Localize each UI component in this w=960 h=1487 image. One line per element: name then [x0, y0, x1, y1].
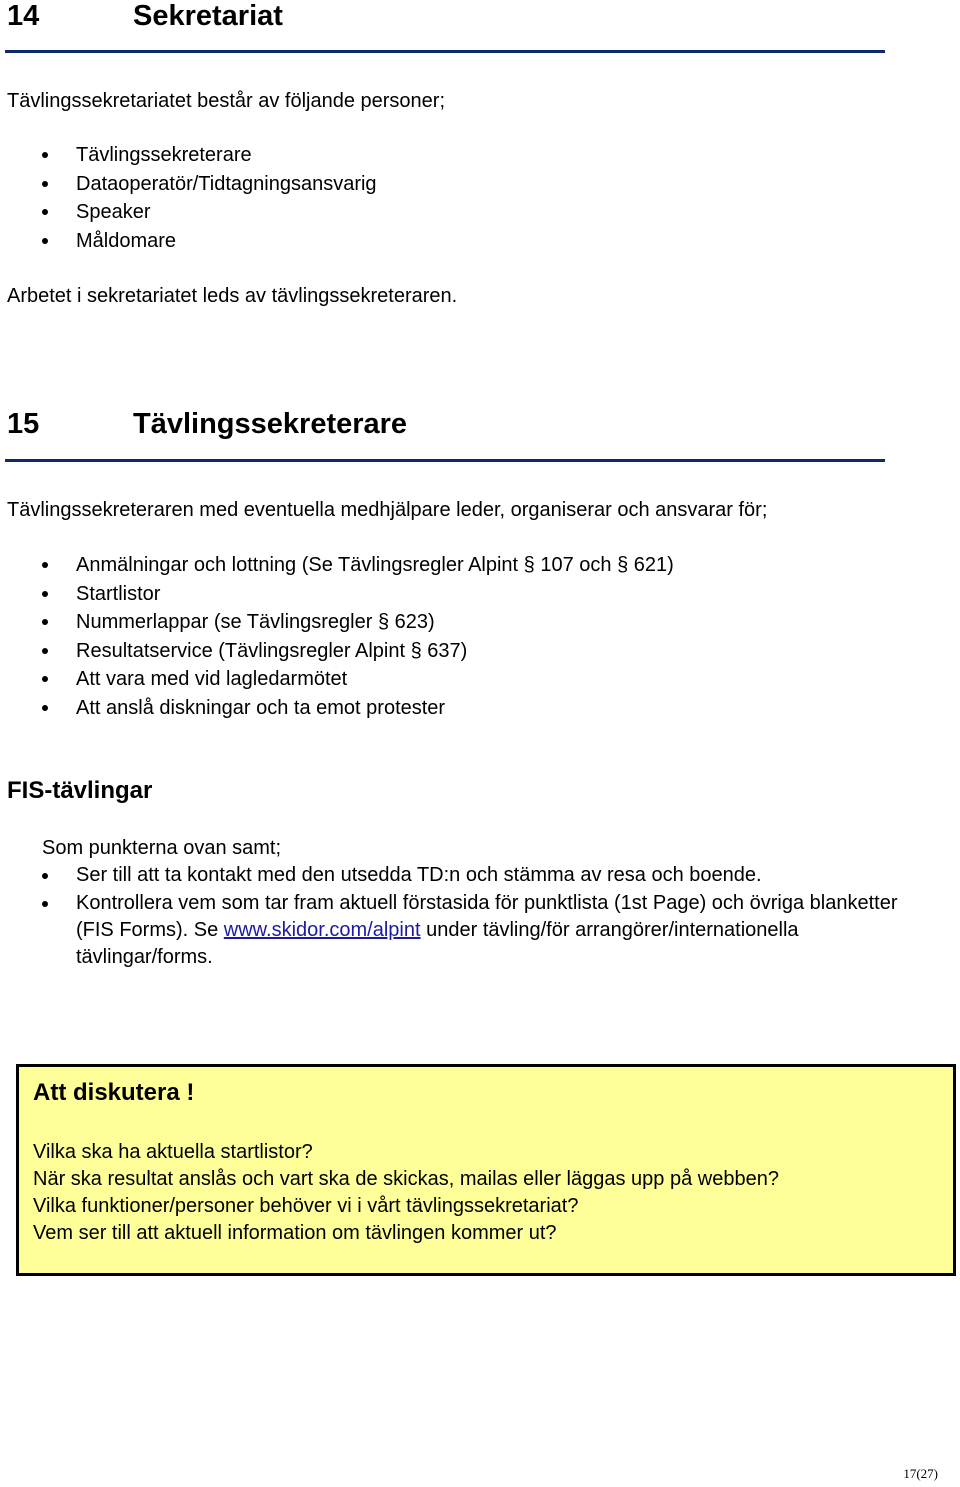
section-14-member-list: [0, 141, 377, 255]
list-item: [0, 637, 674, 666]
bullet-icon: [42, 152, 48, 158]
bullet-icon: [42, 705, 48, 711]
discussion-questions: [33, 1139, 779, 1247]
section-15-title: Tävlingssekreterare: [133, 408, 408, 440]
list-item-text: Nummerlappar (se Tävlingsregler § 623): [76, 611, 435, 634]
list-item-text: Speaker: [76, 201, 151, 224]
discussion-question: Vilka ska ha aktuella startlistor?: [33, 1141, 313, 1163]
bullet-icon: [42, 873, 48, 879]
page-number: 17(27): [903, 1466, 938, 1481]
list-item: [0, 198, 377, 227]
section-14-number: 14: [7, 0, 40, 32]
bullet-icon: [42, 562, 48, 568]
discussion-question: När ska resultat anslås och vart ska de skickas, mailas eller läggas upp på webben?: [33, 1168, 779, 1190]
list-item: [0, 890, 936, 971]
bullet-icon: [42, 676, 48, 682]
discussion-question: Vem ser till att aktuell information om tävlingen kommer ut?: [33, 1222, 557, 1244]
list-item-text-tail: under tävling/för arrangörer/internationella tävlingar/forms.: [76, 919, 799, 968]
bullet-icon: [42, 591, 48, 597]
list-item: [0, 141, 377, 170]
list-item: [0, 551, 674, 580]
section-15-rule: [5, 459, 885, 462]
section-15-duty-list: [0, 551, 674, 723]
section-14-rule: [5, 50, 885, 53]
list-item-text: Ser till att ta kontakt med den utsedda TD:n och stämma av resa och boende.: [76, 864, 762, 886]
list-item-text: Dataoperatör/Tidtagningsansvarig: [76, 172, 377, 195]
bullet-icon: [42, 901, 48, 907]
list-item: [0, 227, 377, 256]
list-item: [0, 694, 674, 723]
fis-list: [0, 862, 936, 971]
list-item: [0, 580, 674, 609]
section-15-intro: Tävlingssekreteraren med eventuella medhjälpare leder, organiserar och ansvarar för;: [7, 499, 768, 521]
bullet-icon: [42, 238, 48, 244]
discussion-title: Att diskutera !: [33, 1079, 195, 1106]
list-item: [0, 170, 377, 199]
discussion-box: [16, 1064, 956, 1276]
list-item-text: Anmälningar och lottning (Se Tävlingsregler Alpint § 107 och § 621): [76, 554, 674, 576]
list-item-text: Kontrollera vem som tar fram aktuell förstasida för punktlista (1st Page) och övriga blanketter (FIS Forms). Se: [76, 892, 898, 941]
discussion-question: Vilka funktioner/personer behöver vi i vårt tävlingssekretariat?: [33, 1195, 579, 1217]
bullet-icon: [42, 619, 48, 625]
list-item-text: Måldomare: [76, 229, 177, 252]
bullet-icon: [42, 181, 48, 187]
list-item-text: Att anslå diskningar och ta emot protester: [76, 696, 446, 719]
section-14-outro: Arbetet i sekretariatet leds av tävlingssekreteraren.: [7, 285, 458, 307]
fis-intro: Som punkterna ovan samt;: [42, 837, 282, 859]
section-14-intro: Tävlingssekretariatet består av följande personer;: [7, 90, 446, 112]
skidor-link[interactable]: www.skidor.com/alpint: [223, 919, 421, 941]
list-item: [0, 862, 936, 889]
list-item-text: Tävlingssekreterare: [76, 144, 252, 166]
fis-heading: FIS-tävlingar: [7, 777, 153, 804]
bullet-icon: [42, 209, 48, 215]
list-item-text: Att vara med vid lagledarmötet: [76, 668, 348, 691]
bullet-icon: [42, 648, 48, 654]
section-15-number: 15: [7, 408, 40, 440]
list-item-text: Resultatservice (Tävlingsregler Alpint § 637): [76, 639, 468, 662]
section-14-title: Sekretariat: [133, 0, 283, 32]
list-item: [0, 665, 674, 694]
list-item-text: Startlistor: [76, 582, 161, 605]
list-item: [0, 608, 674, 637]
